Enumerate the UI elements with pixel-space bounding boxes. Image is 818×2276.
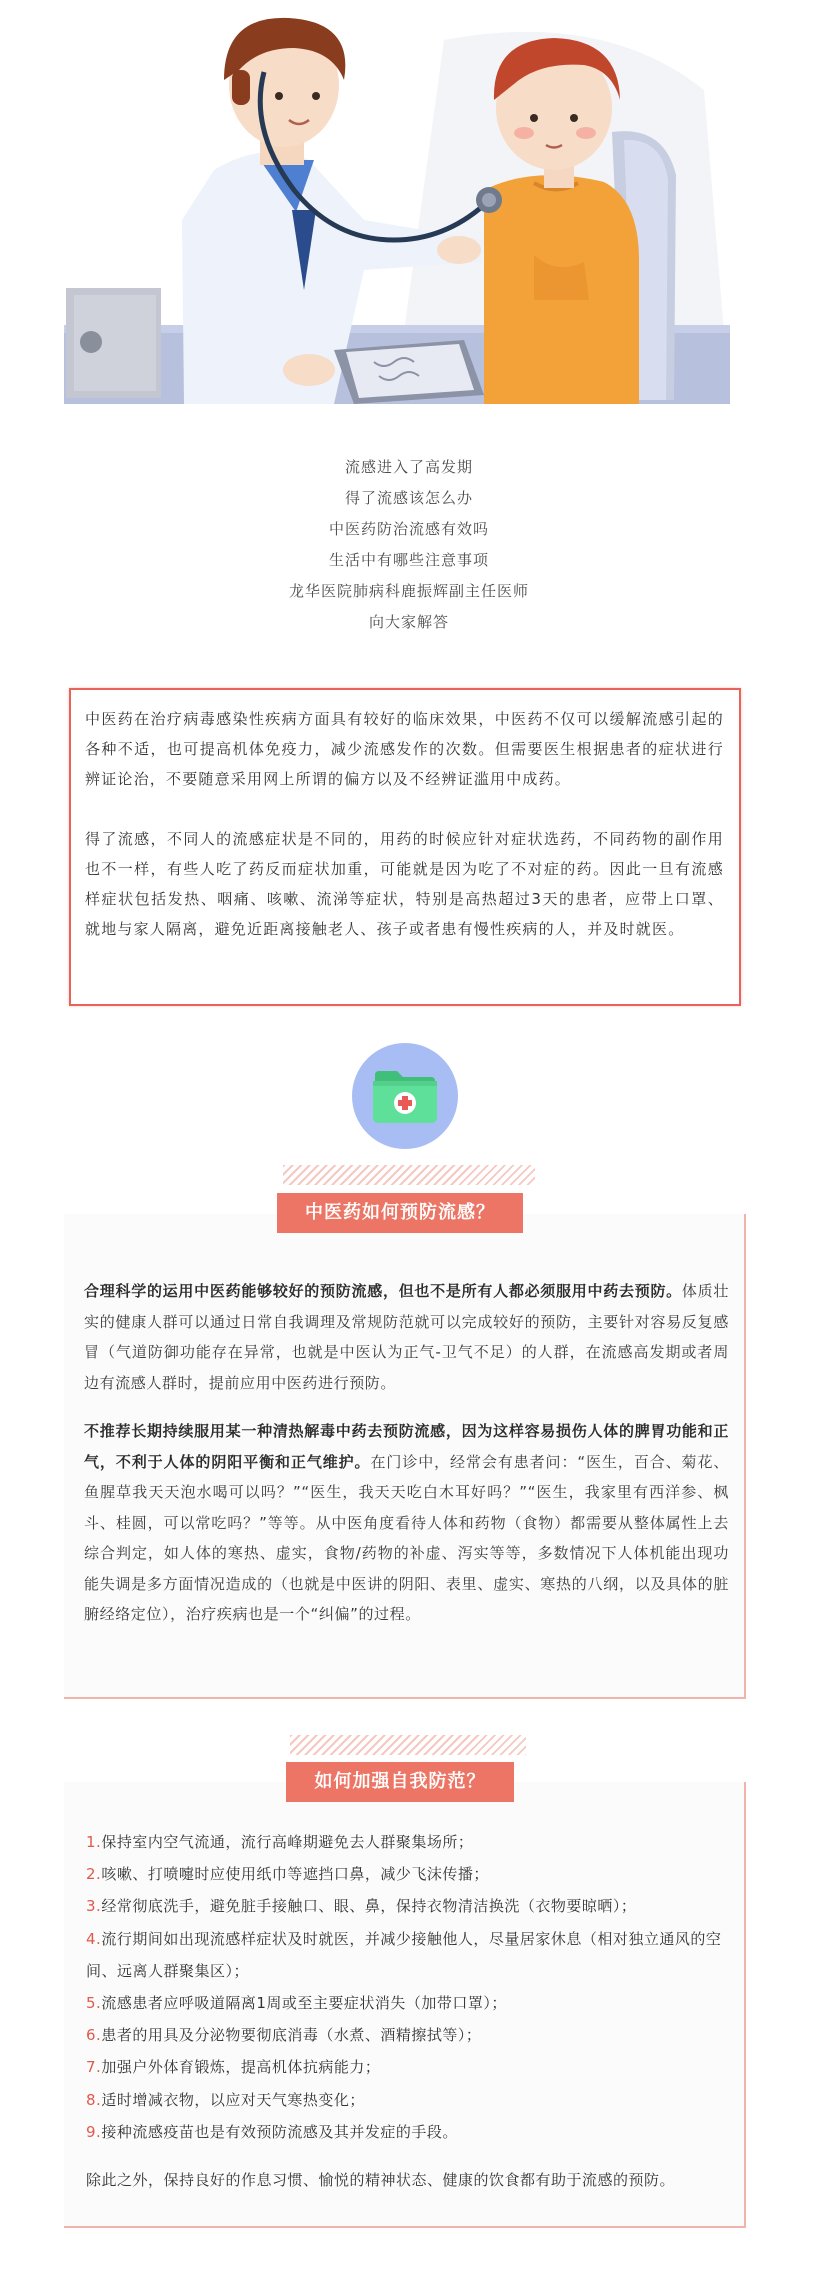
summary-paragraph: 中医药在治疗病毒感染性疾病方面具有较好的临床效果，中医药不仅可以缓解流感引起的各种不适，也可提高机体免疫力，减少流感发作的次数。但需要医生根据患者的症状进行辨证论治，不要随意采用网上所谓的偏方以及不经辨证滥用中成药。: [85, 710, 724, 788]
list-item: [86, 2051, 726, 2083]
list-number: 3.: [86, 1897, 102, 1916]
intro-line: 中医药防治流感有效吗: [328, 520, 489, 538]
title-hatch-decoration: [283, 1165, 535, 1185]
list-number: 5.: [86, 1994, 102, 2013]
list-item: [86, 2019, 726, 2051]
list-text: 患者的用具及分泌物要彻底消毒（水煮、酒精擦拭等）；: [101, 2026, 482, 2045]
key-sentence: 不推荐长期持续服用某一种清热解毒中药去预防流感，因为这样容易损伤人体的脾胃功能和正气，不利于人体的阴阳平衡和正气维护。: [84, 1422, 729, 1471]
list-item: [86, 1987, 726, 2019]
title-hatch-decoration: [290, 1735, 526, 1755]
list-number: 9.: [86, 2122, 102, 2141]
list-item: [86, 1923, 726, 1987]
medical-folder-icon: [371, 1069, 439, 1125]
medical-folder-badge: [352, 1043, 458, 1149]
section-paragraph: [84, 1416, 729, 1630]
list-number: 4.: [86, 1929, 102, 1948]
section-prevention-card: [64, 1214, 746, 1699]
list-item: [86, 1826, 726, 1858]
section-paragraph: [84, 1276, 729, 1398]
list-item: [86, 2116, 726, 2148]
list-item: [86, 2084, 726, 2116]
closing-paragraph: 除此之外，保持良好的作息习惯、愉悦的精神状态、健康的饮食都有助于流感的预防。: [86, 2171, 676, 2189]
list-text: 适时增减衣物，以应对天气寒热变化；: [101, 2090, 365, 2109]
section-self-protection-card: [64, 1782, 746, 2228]
intro-line: 生活中有哪些注意事项: [328, 551, 489, 569]
list-text: 保持室内空气流通，流行高峰期避免去人群聚集场所；: [101, 1833, 474, 1851]
intro-text: [0, 452, 818, 638]
list-number: 2.: [86, 1865, 102, 1884]
summary-paragraph: 得了流感，不同人的流感症状是不同的，用药的时候应针对症状选药，不同药物的副作用也不一样，有些人吃了药反而症状加重，可能就是因为吃了不对症的药。因此一旦有流感样症状包括发热、咽痛、咳嗽、流涕等症状，特别是高热超过3天的患者，应带上口罩、就地与家人隔离，避免近距离接触老人、孩子或者患有慢性疾病的人，并及时就医。: [85, 830, 724, 938]
summary-box: [69, 688, 741, 1006]
paragraph-text: 体质壮实的健康人群可以通过日常自我调理及常规防范就可以完成较好的预防，主要针对容易反复感冒（气道防御功能存在异常，也就是中医认为正气-卫气不足）的人群，在流感高发期或者周边有流感人群时，提前应用中医药进行预防。: [84, 1282, 729, 1392]
list-number: 7.: [86, 2058, 102, 2077]
section-title: 如何加强自我防范？: [286, 1762, 514, 1802]
list-text: 流行期间如出现流感样症状及时就医，并减少接触他人，尽量居家休息（相对独立通风的空间、远离人群聚集区）；: [86, 1929, 722, 1980]
hero-illustration: [64, 0, 730, 404]
key-sentence: 合理科学的运用中医药能够较好的预防流感，但也不是所有人都必须服用中药去预防。: [84, 1282, 682, 1300]
intro-line: 得了流感该怎么办: [344, 489, 473, 507]
intro-line: 龙华医院肺病科鹿振辉副主任医师: [288, 582, 529, 600]
list-text: 加强户外体育锻炼，提高机体抗病能力；: [101, 2058, 381, 2077]
paragraph-text: 在门诊中，经常会有患者问：“医生，百合、菊花、鱼腥草我天天泡水喝可以吗？”“医生，我天天吃白木耳好吗？”“医生，我家里有西洋参、枫斗、桂圆，可以常吃吗？”等等。从中医角度看待人体和药物（食物）都需要从整体属性上去综合判定，如人体的寒热、虚实，食物/药物的补虚、泻实等等，多数情况下人体机能出现功能失调是多方面情况造成的（也就是中医讲的阴阳、表里、虚实、寒热的八纲，以及具体的脏腑经络定位），治疗疾病也是一个“纠偏”的过程。: [84, 1452, 729, 1623]
intro-line: 向大家解答: [368, 613, 449, 631]
list-text: 接种流感疫苗也是有效预防流感及其并发症的手段。: [101, 2122, 458, 2141]
tips-list: [86, 1826, 726, 2148]
list-item: [86, 1890, 726, 1922]
list-number: 1.: [86, 1833, 102, 1851]
list-text: 咳嗽、打喷嚏时应使用纸巾等遮挡口鼻，减少飞沫传播；: [101, 1865, 489, 1884]
list-item: [86, 1858, 726, 1890]
list-number: 8.: [86, 2090, 102, 2109]
list-number: 6.: [86, 2026, 102, 2045]
list-text: 经常彻底洗手，避免脏手接触口、眼、鼻，保持衣物清洁换洗（衣物要晾晒）；: [101, 1897, 637, 1916]
list-text: 流感患者应呼吸道隔离1周或至主要症状消失（加带口罩）；: [101, 1994, 507, 2013]
intro-line: 流感进入了高发期: [344, 458, 473, 476]
section-title: 中医药如何预防流感？: [277, 1193, 523, 1233]
